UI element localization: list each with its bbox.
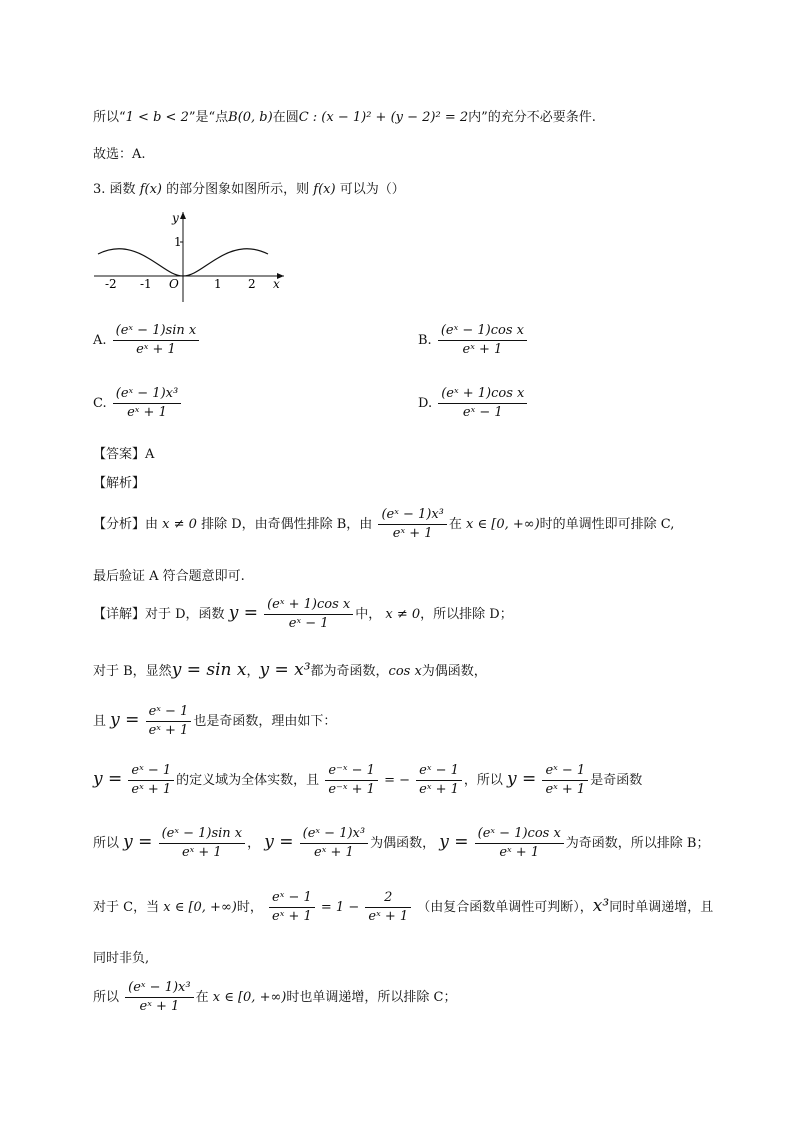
analysis-heading: 【解析】 [93,476,146,491]
x-label: x [273,277,280,291]
y-tick-label: 1 [174,235,182,249]
analysis-line-2: 最后验证 A 符合题意即可. [93,569,245,584]
detail-for-c: 对于 C，当 x ∈ [0, +∞)时， $\frac{\text{eˣ − 1}}{\text{eˣ + 1}}$ = 1 − $\frac{2}{\text{eˣ + 1}}$ （由复合函数单调性可判断），x³同时单调递增，且 [93,890,714,924]
x-tick-label: 2 [248,277,256,291]
math-circle-c: C : (x − 1)² + (y − 2)² = 2 [298,110,469,125]
answer-line: 【答案】A [93,447,155,462]
y-label: y [172,211,179,225]
question-3: 3. 函数 f(x) 的部分图象如图所示，则 f(x) 可以为（） [93,182,405,197]
x-tick-label: 1 [214,277,222,291]
function-graph [92,208,292,308]
detail-line-d: 【详解】对于 D，函数 y = $\frac{\text{(eˣ + 1)cos x}}{\text{eˣ − 1}}$ 中， x ≠ 0，所以排除 D； [93,597,513,631]
option-b: B. $\frac{\text{(eˣ − 1)cos x}}{\text{eˣ + 1}}$ [418,322,529,359]
option-c: C. $\frac{\text{(eˣ − 1)x³}}{\text{eˣ + 1}}$ [93,385,183,422]
text-line-1: 所以“1 < b < 2”是“点B(0, b)在圆C : (x − 1)² + (y − 2)² = 2内”的充分不必要条件. [93,110,596,125]
detail-line-b: 对于 B，显然y = sin x，y = x³都为奇函数，cos x为偶函数， [93,660,487,680]
analysis-line-1: 【分析】由 x ≠ 0 排除 D，由奇偶性排除 B，由 $\frac{\text{(eˣ − 1)x³}}{\text{eˣ + 1}}$ 在 x ∈ [0, +∞)时的单调性即可排除 C, [93,507,675,541]
detail-so-b: 所以 y = $\frac{\text{(eˣ − 1)sin x}}{\text{eˣ + 1}}$ ， y = $\frac{\text{(eˣ − 1)x³}}{\text{eˣ + 1}}$ 为偶函数， y = $\frac{\text{(eˣ − 1)cos x}}{\text{eˣ + 1}}$ 为奇函数，所以排除 B； [93,826,710,860]
detail-also-odd: 且 y = $\frac{\text{eˣ − 1}}{\text{eˣ + 1}}$ 也是奇函数，理由如下： [93,704,337,738]
math-b-range: 1 < b < 2 [125,110,189,125]
detail-for-c-2: 同时非负, [93,951,150,966]
x-tick-label: -2 [105,277,117,291]
detail-proof: y = $\frac{\text{eˣ − 1}}{\text{eˣ + 1}}$ 的定义域为全体实数，且 $\frac{\text{e⁻ˣ − 1}}{\text{e⁻ˣ + 1}}$ = − $\frac{\text{eˣ − 1}}{\text{eˣ + 1}}$ ，所以 y = $\frac{\text{eˣ − 1}}{\text{eˣ + 1}}$ 是奇函数 [93,763,643,797]
math-point-b: B(0, b) [228,110,273,125]
detail-so-c: 所以 $\frac{\text{(eˣ − 1)x³}}{\text{eˣ + 1}}$ 在 x ∈ [0, +∞)时也单调递增，所以排除 C； [93,980,457,1014]
text-choose-a: 故选：A. [93,147,146,162]
y-axis-arrow-icon [180,212,186,219]
origin-label: O [169,277,179,291]
option-d: D. $\frac{\text{(eˣ + 1)cos x}}{\text{eˣ − 1}}$ [418,385,529,422]
x-tick-label: -1 [140,277,152,291]
option-a: A. $\frac{\text{(eˣ − 1)sin x}}{\text{eˣ + 1}}$ [93,322,201,359]
